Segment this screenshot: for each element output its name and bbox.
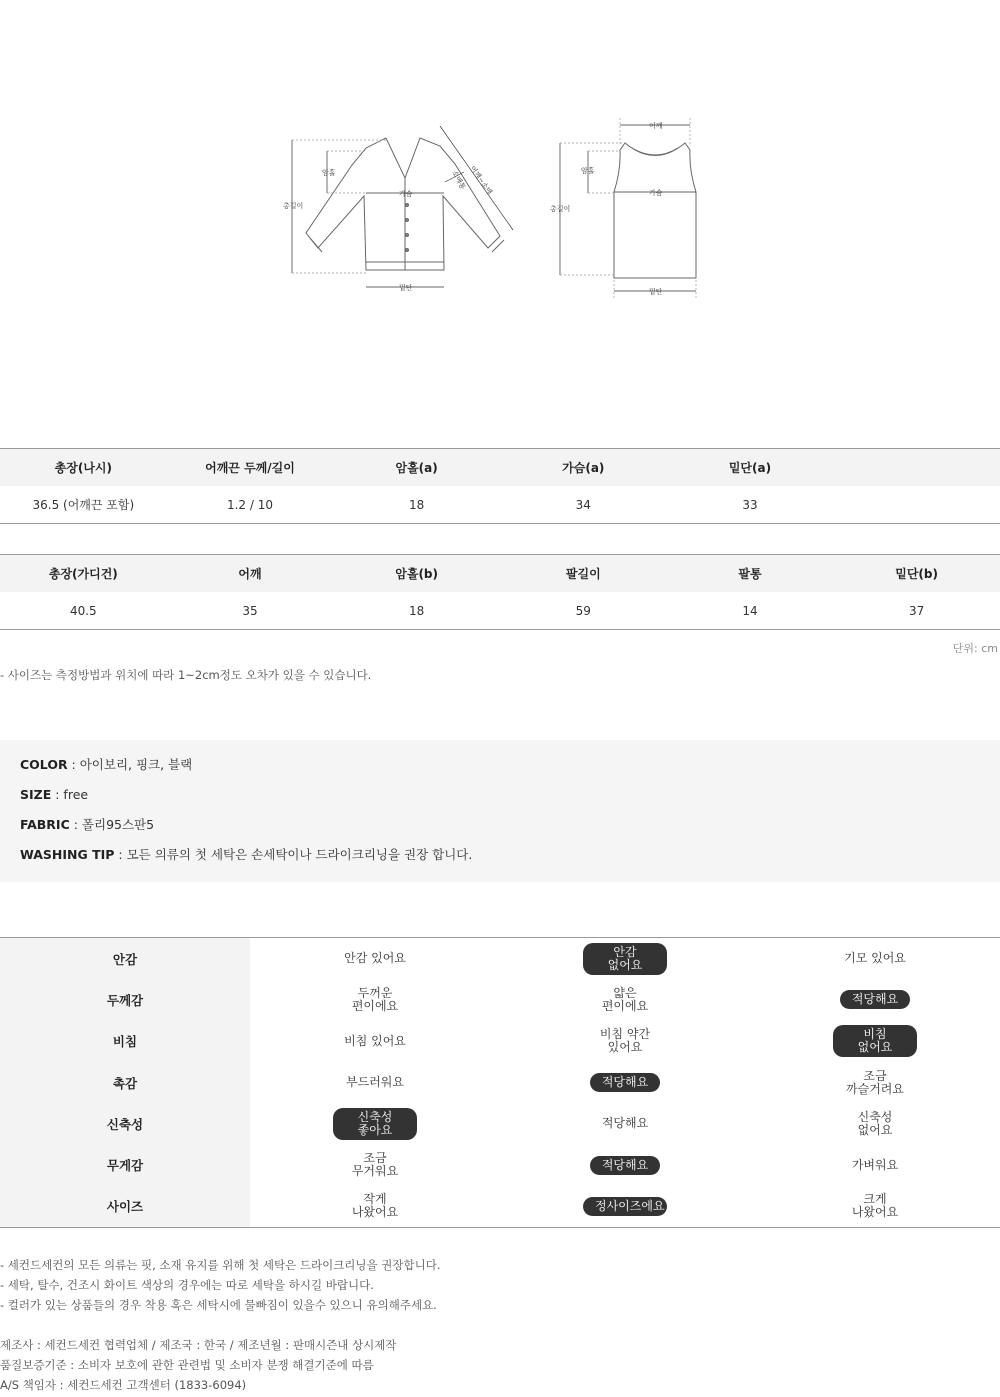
garment-diagrams [0, 0, 1000, 420]
table-header-cell: 밑단(a) [728, 461, 772, 475]
feel-label: 무게감 [0, 1144, 250, 1185]
feel-option-selected: 적당해요 [840, 990, 910, 1009]
table-header-cell: 팔통 [738, 567, 762, 581]
feel-label: 두께감 [0, 979, 250, 1020]
table-cell: 18 [409, 603, 425, 618]
feel-option: 조금 무거워요 [351, 1151, 399, 1179]
info-washing-value: : 모든 의류의 첫 세탁은 손세탁이나 드라이크리닝을 권장 합니다. [114, 847, 473, 862]
feel-option: 가벼워요 [851, 1157, 899, 1172]
feel-option: 부드러워요 [346, 1075, 404, 1090]
feel-option-selected: 적당해요 [590, 1156, 660, 1175]
table-cell: 14 [742, 603, 758, 618]
cardigan-armhole-label: 암홀 [322, 169, 336, 177]
feel-option-selected: 정사이즈에요 [583, 1197, 667, 1216]
feel-option: 기모 있어요 [844, 951, 906, 966]
info-washing-label: WASHING TIP [20, 847, 115, 862]
quality-guarantee-line: 품질보증기준 : 소비자 보호에 관한 관련법 및 소비자 분쟁 해결기준에 따름 [0, 1358, 374, 1372]
size-note: - 사이즈는 측정방법과 위치에 따라 1~2cm정도 오차가 있을 수 있습니다. [0, 668, 372, 682]
feel-option-selected: 비침 없어요 [833, 1025, 917, 1057]
feel-label: 신축성 [0, 1103, 250, 1144]
vest-length-label: 총길이 [550, 205, 571, 213]
feel-option-selected: 적당해요 [590, 1073, 660, 1092]
info-fabric-value: : 폴리95스판5 [69, 817, 155, 832]
feel-row-size [0, 1186, 1000, 1227]
table-cell: 37 [908, 603, 925, 618]
table-cell: 33 [742, 497, 758, 512]
table-header-cell: 밑단(b) [895, 567, 938, 581]
vest-armhole-label: 암홀 [581, 167, 595, 175]
vest-chest-label: 가슴 [649, 189, 663, 197]
table-header-cell: 팔길이 [565, 567, 601, 581]
vest-drawing [614, 143, 696, 278]
table-header-cell: 암홀(a) [395, 461, 438, 475]
feel-option: 비침 있어요 [344, 1033, 406, 1048]
as-contact-line: A/S 책임자 : 세컨드세컨 고객센터 (1833-6094) [0, 1378, 247, 1392]
feel-row-thickness [0, 979, 1000, 1020]
feel-label: 사이즈 [0, 1186, 250, 1227]
cardigan-hem-label: 밑단 [399, 284, 413, 292]
feel-option: 안감 있어요 [344, 951, 406, 966]
feel-option-selected: 안감 없어요 [583, 943, 667, 975]
table-cell: 35 [242, 603, 258, 618]
cardigan-shoulder-sleeve-label: 어깨~소매 [468, 164, 494, 197]
size-diagram [0, 0, 1000, 420]
size-table-cardigan [0, 554, 1000, 630]
feel-row-weight [0, 1144, 1000, 1185]
care-note-line: - 컬러가 있는 상품들의 경우 착용 혹은 세탁시에 물빠짐이 있을수 있으니 유의해주세요. [0, 1298, 437, 1312]
feel-row-texture [0, 1062, 1000, 1103]
table-cell: 34 [575, 497, 591, 512]
care-notes [0, 1257, 440, 1317]
table-header-row [0, 555, 1000, 592]
product-info-box [0, 740, 1000, 882]
table-header-cell: 총장(가디건) [48, 567, 118, 581]
manufacturer-line: 제조사 : 세컨드세컨 협력업체 / 제조국 : 한국 / 제조년월 : 판매시즌내 상시제작 [0, 1338, 397, 1352]
info-color-label: COLOR [20, 757, 68, 772]
cardigan-sleeve-width-label: 소매통 [450, 169, 467, 191]
cardigan-measure-lines [292, 126, 513, 287]
table-header-cell: 가슴(a) [562, 461, 605, 475]
feel-option: 조금 까슬거려요 [846, 1068, 904, 1096]
info-size [20, 787, 980, 817]
feel-option: 작게 나왔어요 [351, 1192, 399, 1220]
feel-option: 비침 약간 있어요 [599, 1027, 651, 1055]
feel-option: 적당해요 [601, 1116, 649, 1131]
feel-row-sheerness [0, 1021, 1000, 1062]
care-note-line: - 세탁, 탈수, 건조시 화이트 색상의 경우에는 따로 세탁을 하시길 바랍니다. [0, 1278, 374, 1292]
vest-hem-label: 밑단 [649, 288, 663, 296]
manufacturer-info [0, 1337, 397, 1397]
table-header-cell: 어깨 [238, 567, 262, 581]
table-cell: 36.5 (어깨끈 포함) [32, 498, 135, 512]
table-header-cell: 총장(나시) [54, 461, 112, 475]
info-color-value: : 아이보리, 핑크, 블랙 [67, 757, 193, 772]
feel-label: 비침 [0, 1021, 250, 1062]
table-cell: 59 [575, 603, 591, 618]
info-size-label: SIZE [20, 787, 52, 802]
feel-row-stretch [0, 1103, 1000, 1144]
feel-label: 촉감 [0, 1062, 250, 1103]
feel-row-lining [0, 938, 1000, 979]
table-row [0, 592, 1000, 629]
table-cell: 1.2 / 10 [226, 497, 273, 512]
table-header-cell: 암홀(b) [395, 567, 439, 581]
care-note-line: - 세컨드세컨의 모든 의류는 핏, 소재 유지를 위해 첫 세탁은 드라이크리닝을 권장합니다. [0, 1258, 441, 1272]
feel-option: 크게 나왔어요 [851, 1192, 899, 1220]
feel-option: 두꺼운 편이에요 [351, 985, 399, 1013]
info-fabric [20, 817, 980, 847]
table-header-cell: 어깨끈 두께/길이 [205, 461, 295, 475]
table-cell: 40.5 [69, 603, 97, 618]
product-feel-table [0, 937, 1000, 1228]
info-washing [20, 847, 980, 877]
info-color [20, 757, 980, 787]
table-cell: 18 [409, 497, 425, 512]
vest-shoulder-label: 어깨 [649, 122, 663, 130]
table-row [0, 486, 1000, 523]
cardigan-length-label: 총길이 [283, 202, 304, 210]
info-size-value: : free [51, 787, 89, 802]
feel-option-selected: 신축성 좋아요 [333, 1108, 417, 1140]
feel-option: 얇은 편이에요 [601, 985, 649, 1013]
unit-label: 단위: cm [952, 642, 998, 655]
info-fabric-label: FABRIC [20, 817, 70, 832]
feel-label: 안감 [0, 938, 250, 979]
cardigan-drawing [306, 138, 504, 270]
feel-option: 신축성 없어요 [857, 1109, 893, 1137]
size-table-sleeveless [0, 448, 1000, 524]
cardigan-chest-label: 가슴 [399, 190, 413, 198]
table-header-row [0, 449, 1000, 486]
